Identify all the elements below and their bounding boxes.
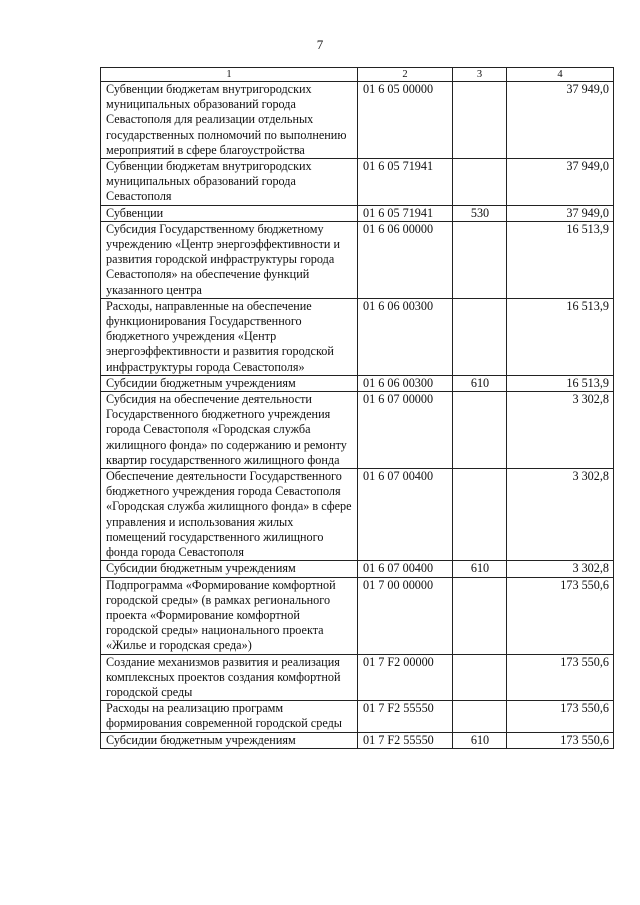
row-expense-type <box>453 577 507 654</box>
row-expense-type <box>453 221 507 298</box>
table-row <box>101 205 614 221</box>
row-code: 01 6 05 71941 <box>358 159 453 206</box>
table-row <box>101 561 614 577</box>
table-body <box>101 82 614 749</box>
row-expense-type <box>453 159 507 206</box>
row-name: Расходы на реализацию программ формирования современной городской среды <box>101 701 358 732</box>
row-amount: 37 949,0 <box>507 159 614 206</box>
table-row <box>101 577 614 654</box>
row-name: Субсидия Государственному бюджетному учреждению «Центр энергоэффективности и развития городской инфраструктуры города Севастополя» на обеспечение функций указанного центра <box>101 221 358 298</box>
row-name: Субсидии бюджетным учреждениям <box>101 561 358 577</box>
row-code: 01 6 07 00400 <box>358 469 453 561</box>
row-expense-type: 530 <box>453 205 507 221</box>
table-row <box>101 82 614 159</box>
row-name: Субсидии бюджетным учреждениям <box>101 732 358 748</box>
row-code: 01 7 F2 00000 <box>358 654 453 701</box>
table-row <box>101 159 614 206</box>
table-row <box>101 469 614 561</box>
row-name: Субсидии бюджетным учреждениям <box>101 375 358 391</box>
row-expense-type: 610 <box>453 732 507 748</box>
column-number-1: 1 <box>101 68 358 82</box>
table-row <box>101 732 614 748</box>
row-code: 01 6 05 00000 <box>358 82 453 159</box>
row-amount: 173 550,6 <box>507 654 614 701</box>
table-row <box>101 392 614 469</box>
row-name: Субвенции бюджетам внутригородских муниципальных образований города Севастополя <box>101 159 358 206</box>
row-expense-type <box>453 392 507 469</box>
row-amount: 173 550,6 <box>507 701 614 732</box>
row-amount: 3 302,8 <box>507 469 614 561</box>
row-code: 01 7 F2 55550 <box>358 732 453 748</box>
row-name: Субвенции <box>101 205 358 221</box>
row-expense-type: 610 <box>453 561 507 577</box>
budget-table <box>100 67 614 749</box>
column-number-3: 3 <box>453 68 507 82</box>
row-name: Субсидия на обеспечение деятельности Государственного бюджетного учреждения города Севастополя «Городская служба жилищного фонда» по содержанию и ремонту квартир государственного жилищного фонда <box>101 392 358 469</box>
row-name: Расходы, направленные на обеспечение функционирования Государственного бюджетного учреждения «Центр энергоэффективности и развития городской инфраструктуры города Севастополя» <box>101 298 358 375</box>
row-name: Субвенции бюджетам внутригородских муниципальных образований города Севастополя для реализации отдельных государственных полномочий по выполнению мероприятий в сфере благоустройства <box>101 82 358 159</box>
table-row <box>101 375 614 391</box>
row-expense-type <box>453 701 507 732</box>
row-code: 01 6 07 00400 <box>358 561 453 577</box>
row-amount: 173 550,6 <box>507 577 614 654</box>
row-name: Обеспечение деятельности Государственного бюджетного учреждения города Севастополя «Городская служба жилищного фонда» в сфере управления и использования жилых помещений государственного жилищного фонда города Севастополя <box>101 469 358 561</box>
row-name: Создание механизмов развития и реализация комплексных проектов создания комфортной городской среды <box>101 654 358 701</box>
column-number-2: 2 <box>358 68 453 82</box>
row-name: Подпрограмма «Формирование комфортной городской среды» (в рамках регионального проекта «Формирование комфортной городской среды» национального проекта «Жилье и городская среда») <box>101 577 358 654</box>
table-row <box>101 701 614 732</box>
row-expense-type <box>453 654 507 701</box>
row-amount: 173 550,6 <box>507 732 614 748</box>
row-amount: 16 513,9 <box>507 221 614 298</box>
table-row <box>101 221 614 298</box>
row-code: 01 6 06 00300 <box>358 298 453 375</box>
row-code: 01 7 00 00000 <box>358 577 453 654</box>
column-number-row <box>101 68 614 82</box>
row-amount: 16 513,9 <box>507 298 614 375</box>
row-code: 01 7 F2 55550 <box>358 701 453 732</box>
row-amount: 16 513,9 <box>507 375 614 391</box>
table-row <box>101 654 614 701</box>
row-expense-type <box>453 298 507 375</box>
table-row <box>101 298 614 375</box>
row-code: 01 6 05 71941 <box>358 205 453 221</box>
row-amount: 3 302,8 <box>507 561 614 577</box>
row-code: 01 6 07 00000 <box>358 392 453 469</box>
row-code: 01 6 06 00300 <box>358 375 453 391</box>
row-code: 01 6 06 00000 <box>358 221 453 298</box>
row-expense-type: 610 <box>453 375 507 391</box>
row-amount: 37 949,0 <box>507 205 614 221</box>
row-expense-type <box>453 469 507 561</box>
column-number-4: 4 <box>507 68 614 82</box>
page-number: 7 <box>316 37 324 52</box>
row-amount: 3 302,8 <box>507 392 614 469</box>
row-amount: 37 949,0 <box>507 82 614 159</box>
row-expense-type <box>453 82 507 159</box>
